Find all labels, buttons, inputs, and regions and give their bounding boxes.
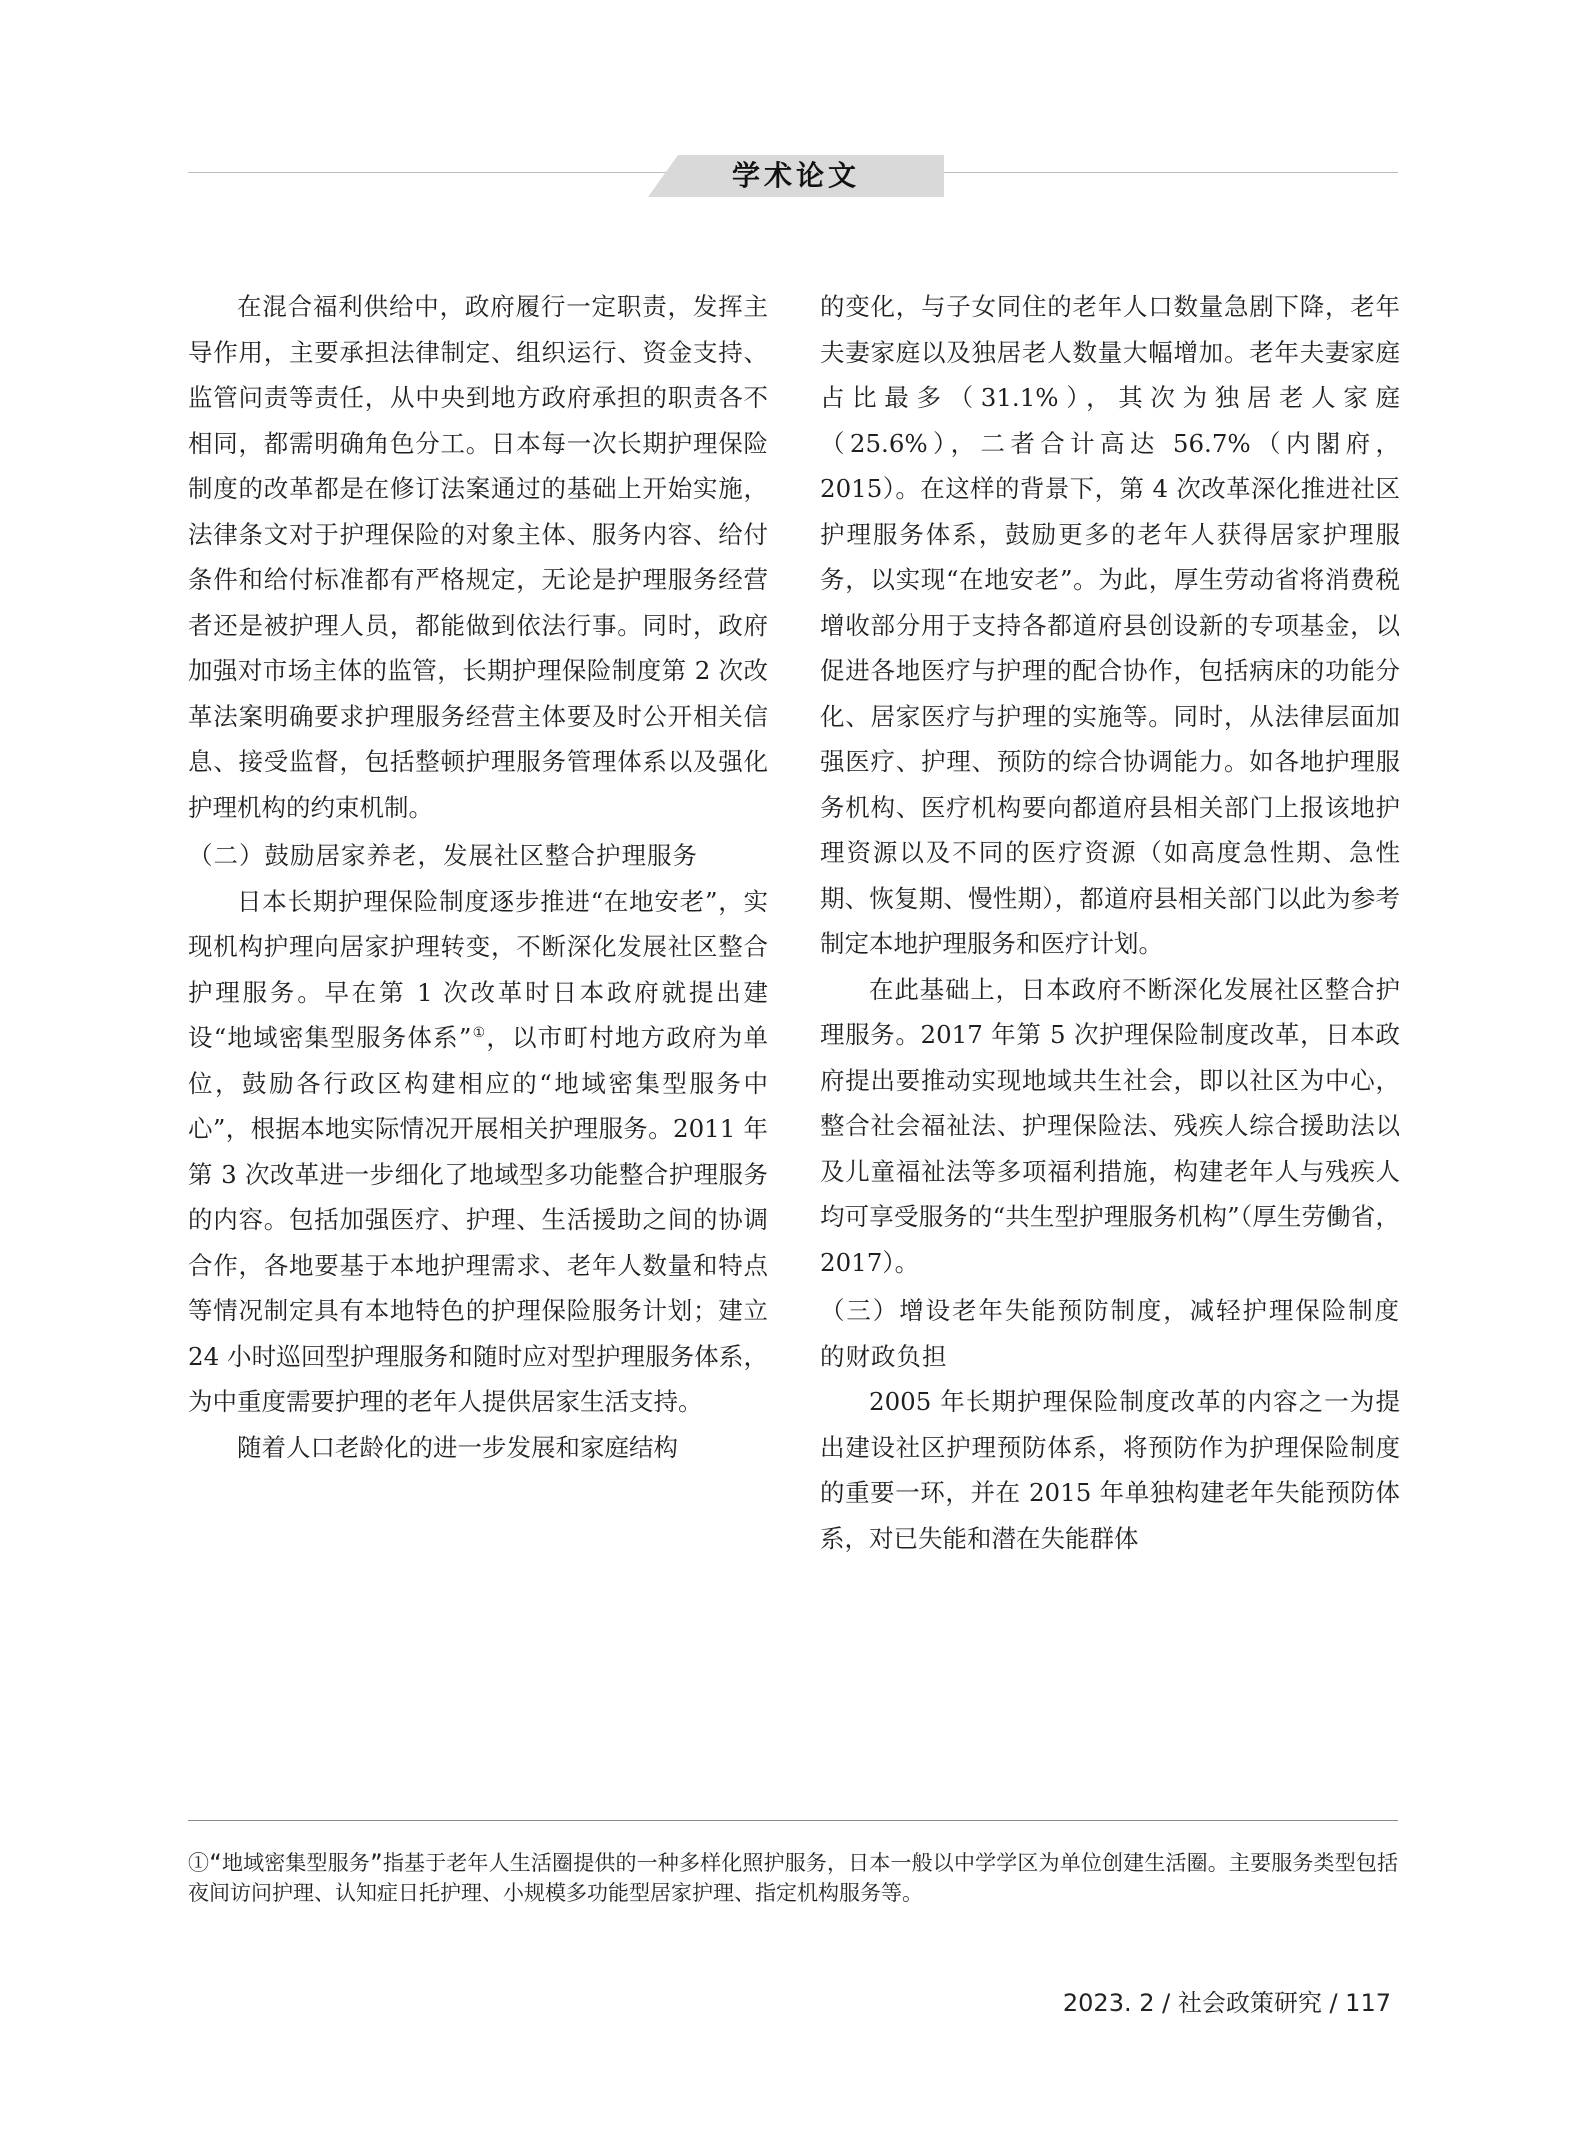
paragraph: 随着人口老龄化的进一步发展和家庭结构	[237, 1432, 678, 1462]
paragraph: 在此基础上，日本政府不断深化发展社区整合护理服务。2017 年第 5 次护理保险制度改革，日本政府提出要推动实现地域共生社会，即以社区为中心，整合社会福祉法、护理保险法、残疾人综合援助法以及儿童福祉法等多项福利措施，构建老年人与残疾人均可享受服务的“共生型护理服务机构”（厚生劳働省，2017）。	[820, 974, 1400, 1277]
paragraph-text: 日本长期护理保险制度逐步推进“在地安老”，实现机构护理向居家护理转变，不断深化发展社区整合护理服务。早在第 1 次改革时日本政府就提出建设“地域密集型服务体系”	[188, 886, 768, 1052]
paragraph: 2005 年长期护理保险制度改革的内容之一为提出建设社区护理预防体系，将预防作为护理保险制度的重要一环，并在 2015 年单独构建老年失能预防体系，对已失能和潜在失能群体	[820, 1387, 1400, 1553]
paragraph-text: ，以市町村地方政府为单位，鼓励各行政区构建相应的“地域密集型服务中心”，根据本地实际情况开展相关护理服务。2011 年第 3 次改革进一步细化了地域型多功能整合护理服务的内容。包括加强医疗、护理、生活援助之间的协调合作，各地要基于本地护理需求、老年人数量和特点等情况制定具有本地特色的护理保险服务计划；建立 24 小时巡回型护理服务和随时应对型护理服务体系，为中重度需要护理的老年人提供居家生活支持。	[188, 1023, 768, 1416]
left-column	[188, 284, 768, 1470]
paragraph	[188, 879, 768, 1425]
paragraph-continued: 的变化，与子女同住的老年人口数量急剧下降，老年夫妻家庭以及独居老人数量大幅增加。老年夫妻家庭占比最多（31.1%），其次为独居老人家庭（25.6%），二者合计高达 56.7%（内閣府，2015）。在这样的背景下，第 4 次改革深化推进社区护理服务体系，鼓励更多的老年人获得居家护理服务，以实现“在地安老”。为此，厚生劳动省将消费税增收部分用于支持各都道府县创设新的专项基金，以促进各地医疗与护理的配合协作，包括病床的功能分化、居家医疗与护理的实施等。同时，从法律层面加强医疗、护理、预防的综合协调能力。如各地护理服务机构、医疗机构要向都道府县相关部门上报该地护理资源以及不同的医疗资源（如高度急性期、急性期、恢复期、慢性期），都道府县相关部门以此为参考制定本地护理服务和医疗计划。	[820, 292, 1400, 958]
paragraph: 在混合福利供给中，政府履行一定职责，发挥主导作用，主要承担法律制定、组织运行、资金支持、监管问责等责任，从中央到地方政府承担的职责各不相同，都需明确角色分工。日本每一次长期护理保险制度的改革都是在修订法案通过的基础上开始实施，法律条文对于护理保险的对象主体、服务内容、给付条件和给付标准都有严格规定，无论是护理服务经营者还是被护理人员，都能做到依法行事。同时，政府加强对市场主体的监管，长期护理保险制度第 2 次改革法案明确要求护理服务经营主体要及时公开相关信息、接受监督，包括整顿护理服务管理体系以及强化护理机构的约束机制。	[188, 292, 768, 822]
section-heading: （二）鼓励居家养老，发展社区整合护理服务	[188, 841, 698, 870]
page-footer: 2023. 2 / 社会政策研究 / 117	[1062, 1989, 1391, 2017]
footnote-reference[interactable]: ①	[471, 1024, 487, 1041]
footnote: ①“地域密集型服务”指基于老年人生活圈提供的一种多样化照护服务，日本一般以中学学区为单位创建生活圈。主要服务类型包括夜间访问护理、认知症日托护理、小规模多功能型居家护理、指定机构服务等。	[188, 1851, 1398, 1905]
right-column	[820, 284, 1400, 1561]
section-heading: （三）增设老年失能预防制度，减轻护理保险制度的财政负担	[820, 1296, 1400, 1371]
section-label: 学术论文	[731, 159, 860, 192]
footnote-rule	[188, 1820, 1398, 1821]
